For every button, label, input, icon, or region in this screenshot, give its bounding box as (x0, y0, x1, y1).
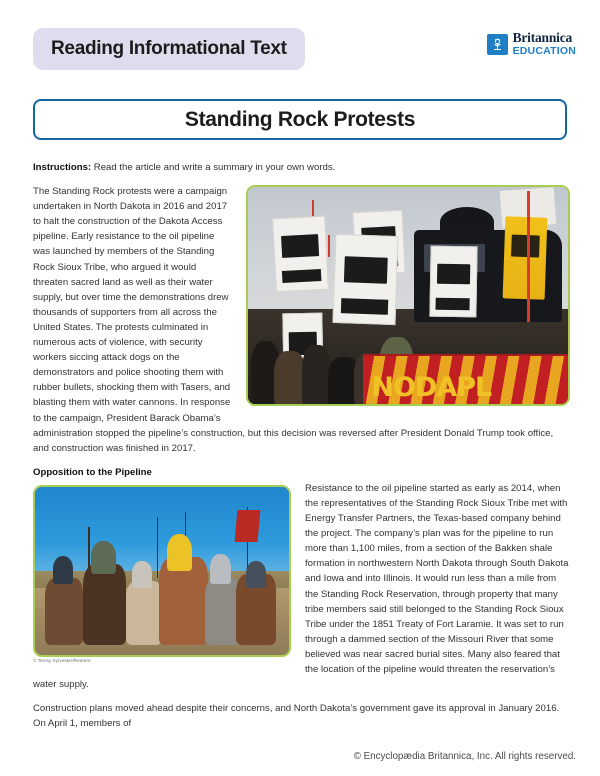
brand-subtitle: EDUCATION (512, 45, 576, 58)
page-footer (0, 751, 576, 762)
protest-photo-artwork (248, 187, 568, 404)
section-subheading: Opposition to the Pipeline (33, 466, 152, 478)
article-paragraph-1: The Standing Rock protests were a campaign undertaken in North Dakota in 2016 and 2017 to halt the construction of the Dakota Access pipeline. Early resistance to the oil pipeline was launched by members of the Standing Rock Sioux Tribe, who argued it would threaten sacred land as well as their water supply, but over time the demonstrations drew thousands of supporters from all across the United States. The protests culminated in numerous acts of violence, with security workers siccing attack dogs on the demonstrators and police shooting them with rubber bullets, shocking them with Tasers, and blasting them with water cannons. In response to the campaign, President Barack Obama’s administration stopped the pipeline’s construction, but this decision was reversed after President Donald Trump took office, and construction was finished in 2017. (33, 186, 554, 454)
britannica-thistle-icon (487, 34, 508, 55)
page-title: Standing Rock Protests (184, 107, 416, 131)
britannica-education-logo (487, 31, 576, 57)
brand-name: Britannica (512, 30, 573, 45)
worksheet-category-pill: Reading Informational Text (33, 28, 305, 70)
riders-photo-artwork (35, 487, 289, 655)
photo-credit: © Terray Sylvester/Reuters (33, 658, 91, 664)
article-paragraph-2: Resistance to the oil pipeline started as early as 2014, when the representatives of the Standing Rock Sioux Tribe met with Energy Transfer Partners, the Texas-based company behind the project. The company’s plan was for the pipeline to run more than 1,100 miles, from a section of the Bakken shale formation in northwestern North Dakota through South Dakota and Iowa and into Illinois. It would run less than a mile from the Standing Rock Reservation, through property that many tribe members said still belonged to the Standing Rock Sioux Tribe under the 1851 Treaty of Fort Laramie. It was set to run through a dammed section of the Missouri River that some believed was near sacred burial sites. Many also feared that the location of the pipeline would threaten the reservation’s water supply. (33, 482, 569, 691)
page-header (33, 28, 576, 76)
standing-rock-protest-crowd-photo (246, 185, 570, 406)
yellow-protect-flag (503, 217, 547, 301)
standing-rock-horseback-riders-photo (33, 485, 291, 657)
nodapl-banner (363, 354, 568, 404)
article-content (33, 160, 570, 740)
britannica-wordmark (513, 31, 576, 57)
red-flag (234, 510, 260, 542)
instructions-text: Read the article and write a summary in your own words. (91, 162, 336, 173)
instructions-label: Instructions: (33, 162, 92, 173)
instructions-line (33, 160, 570, 175)
article-paragraph-3: Construction plans moved ahead despite their concerns, and North Dakota’s government gave its approval in January 2016. On April 1, members of (33, 703, 560, 730)
banner-text: NODAPL (371, 372, 492, 404)
article-title-box (33, 99, 567, 140)
copyright-text: © Encyclopædia Britannica, Inc. All rights reserved. (353, 751, 576, 762)
protest-sign (272, 216, 329, 292)
bottom-photo-block (33, 485, 291, 664)
